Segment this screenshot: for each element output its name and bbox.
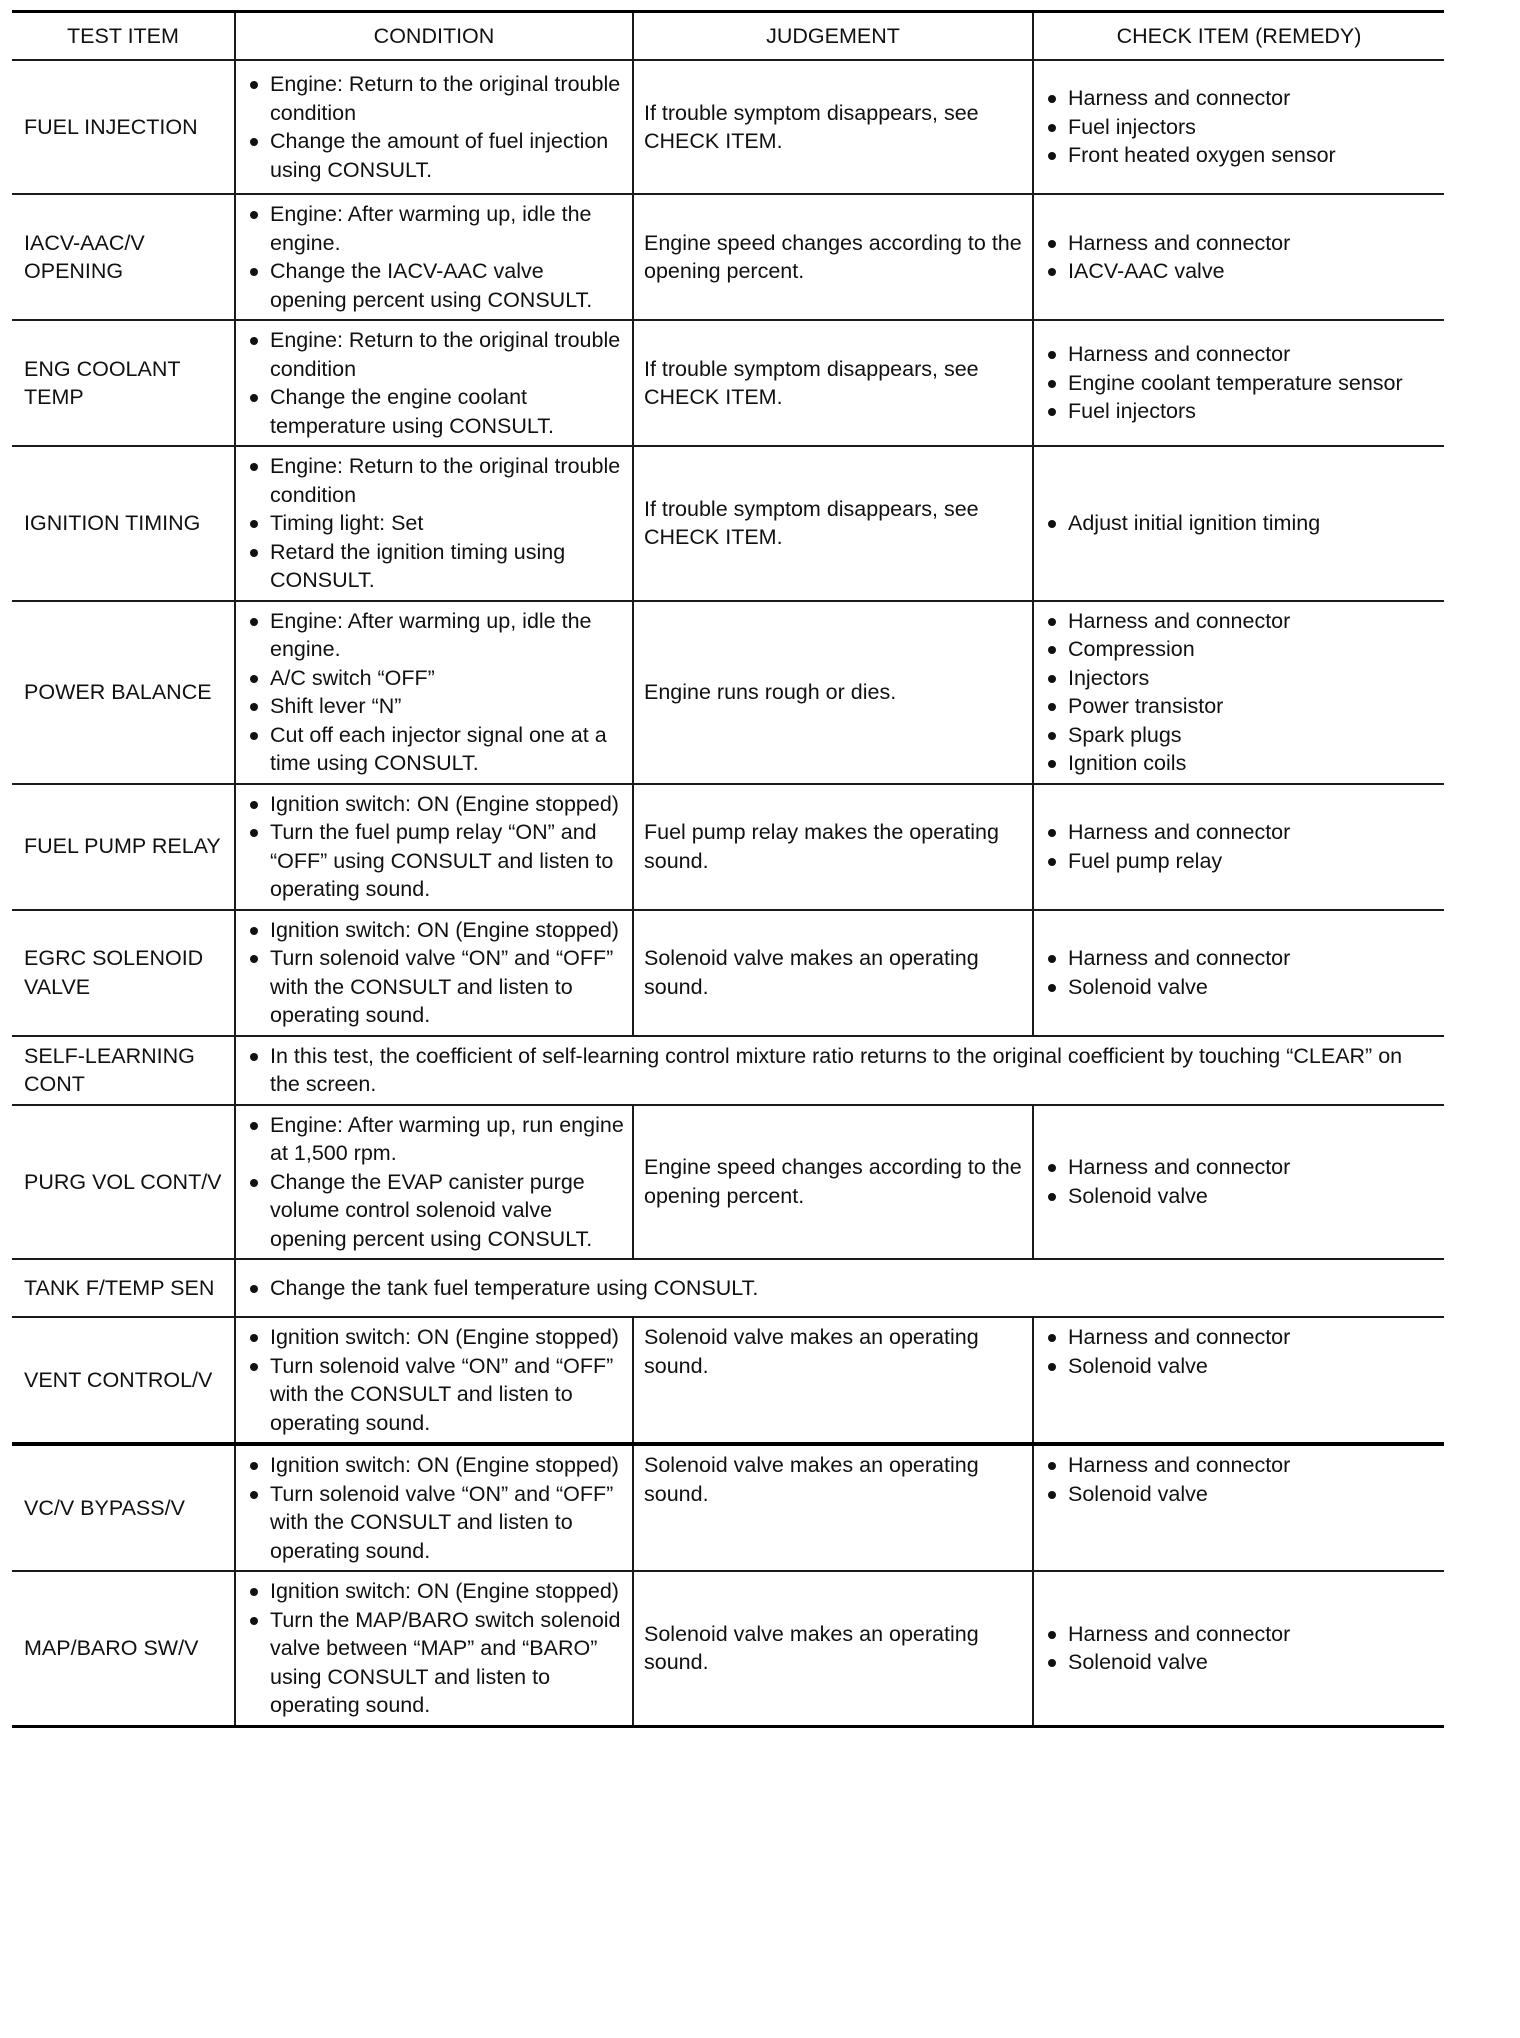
span-note-cell (235, 1036, 1444, 1105)
condition-cell (235, 1571, 633, 1726)
check-item-cell (1033, 446, 1444, 601)
header-check-item: CHECK ITEM (REMEDY) (1033, 12, 1444, 61)
condition-bullet: Engine: After warming up, idle the engine. (246, 607, 624, 664)
check-item-cell (1033, 1444, 1444, 1571)
test-item-cell: PURG VOL CONT/V (12, 1105, 235, 1260)
table-row (12, 60, 1444, 194)
check-item-bullet: Compression (1044, 635, 1436, 664)
span-note-text: Change the tank fuel temperature using CONSULT. (246, 1274, 1436, 1303)
check-item-cell (1033, 1571, 1444, 1726)
check-item-bullet: Front heated oxygen sensor (1044, 141, 1436, 170)
check-item-cell (1033, 784, 1444, 910)
table-row (12, 194, 1444, 320)
condition-bullet: Timing light: Set (246, 509, 624, 538)
judgement-cell: If trouble symptom disappears, see CHECK ITEM. (633, 446, 1033, 601)
condition-bullet: Ignition switch: ON (Engine stopped) (246, 1577, 624, 1606)
judgement-cell: If trouble symptom disappears, see CHECK ITEM. (633, 320, 1033, 446)
condition-bullet: Ignition switch: ON (Engine stopped) (246, 1451, 624, 1480)
check-item-bullet: Solenoid valve (1044, 1352, 1436, 1381)
judgement-cell: Solenoid valve makes an operating sound. (633, 1444, 1033, 1571)
condition-bullet: Engine: After warming up, run engine at 1,500 rpm. (246, 1111, 624, 1168)
condition-cell (235, 320, 633, 446)
check-item-bullet: Engine coolant temperature sensor (1044, 369, 1436, 398)
judgement-cell: If trouble symptom disappears, see CHECK ITEM. (633, 60, 1033, 194)
judgement-cell: Engine speed changes according to the opening percent. (633, 1105, 1033, 1260)
check-item-bullet: Harness and connector (1044, 944, 1436, 973)
test-item-cell: EGRC SOLENOID VALVE (12, 910, 235, 1036)
table-row (12, 1444, 1444, 1571)
judgement-cell: Engine runs rough or dies. (633, 601, 1033, 784)
check-item-bullet: Fuel injectors (1044, 397, 1436, 426)
condition-bullet: Engine: Return to the original trouble condition (246, 452, 624, 509)
judgement-cell: Solenoid valve makes an operating sound. (633, 910, 1033, 1036)
check-item-bullet: Solenoid valve (1044, 1480, 1436, 1509)
check-item-cell (1033, 320, 1444, 446)
check-item-cell (1033, 194, 1444, 320)
table-header-row (12, 12, 1444, 61)
check-item-bullet: Solenoid valve (1044, 1648, 1436, 1677)
table-row (12, 784, 1444, 910)
condition-cell (235, 601, 633, 784)
condition-cell (235, 194, 633, 320)
check-item-cell (1033, 60, 1444, 194)
test-item-cell: MAP/BARO SW/V (12, 1571, 235, 1726)
check-item-bullet: Fuel injectors (1044, 113, 1436, 142)
judgement-cell: Engine speed changes according to the opening percent. (633, 194, 1033, 320)
check-item-bullet: Harness and connector (1044, 1153, 1436, 1182)
condition-cell (235, 446, 633, 601)
check-item-bullet: Harness and connector (1044, 1451, 1436, 1480)
check-item-bullet: Ignition coils (1044, 749, 1436, 778)
condition-cell (235, 1317, 633, 1444)
span-note-cell (235, 1259, 1444, 1317)
condition-bullet: Shift lever “N” (246, 692, 624, 721)
check-item-cell (1033, 1317, 1444, 1444)
condition-bullet: Turn solenoid valve “ON” and “OFF” with the CONSULT and listen to operating sound. (246, 944, 624, 1030)
condition-bullet: Turn solenoid valve “ON” and “OFF” with the CONSULT and listen to operating sound. (246, 1480, 624, 1566)
test-item-cell: IGNITION TIMING (12, 446, 235, 601)
check-item-bullet: Adjust initial ignition timing (1044, 509, 1436, 538)
check-item-bullet: Spark plugs (1044, 721, 1436, 750)
table-row (12, 1317, 1444, 1444)
condition-bullet: Turn the fuel pump relay “ON” and “OFF” using CONSULT and listen to operating sound. (246, 818, 624, 904)
check-item-bullet: IACV-AAC valve (1044, 257, 1436, 286)
check-item-bullet: Harness and connector (1044, 340, 1436, 369)
condition-bullet: Engine: After warming up, idle the engine. (246, 200, 624, 257)
table-row (12, 1036, 1444, 1105)
test-item-cell: FUEL PUMP RELAY (12, 784, 235, 910)
test-item-cell: IACV-AAC/V OPENING (12, 194, 235, 320)
condition-bullet: Engine: Return to the original trouble condition (246, 326, 624, 383)
test-item-cell: ENG COOLANT TEMP (12, 320, 235, 446)
condition-cell (235, 784, 633, 910)
judgement-cell: Solenoid valve makes an operating sound. (633, 1571, 1033, 1726)
span-note-text: In this test, the coefficient of self-learning control mixture ratio returns to the original coefficient by touching “CLEAR” on the screen. (246, 1042, 1436, 1099)
check-item-bullet: Harness and connector (1044, 84, 1436, 113)
table-row (12, 446, 1444, 601)
judgement-cell: Solenoid valve makes an operating sound. (633, 1317, 1033, 1444)
check-item-bullet: Harness and connector (1044, 1620, 1436, 1649)
check-item-bullet: Solenoid valve (1044, 1182, 1436, 1211)
table-row (12, 910, 1444, 1036)
header-condition: CONDITION (235, 12, 633, 61)
test-item-cell: SELF-LEARNING CONT (12, 1036, 235, 1105)
condition-cell (235, 60, 633, 194)
test-item-cell: VENT CONTROL/V (12, 1317, 235, 1444)
table-body (12, 60, 1444, 1726)
check-item-bullet: Injectors (1044, 664, 1436, 693)
test-item-cell: POWER BALANCE (12, 601, 235, 784)
condition-bullet: Change the EVAP canister purge volume control solenoid valve opening percent using CONSULT. (246, 1168, 624, 1254)
condition-cell (235, 910, 633, 1036)
test-item-cell: FUEL INJECTION (12, 60, 235, 194)
condition-bullet: Engine: Return to the original trouble condition (246, 70, 624, 127)
check-item-cell (1033, 1105, 1444, 1260)
condition-cell (235, 1444, 633, 1571)
check-item-bullet: Power transistor (1044, 692, 1436, 721)
check-item-bullet: Fuel pump relay (1044, 847, 1436, 876)
condition-bullet: Change the amount of fuel injection using CONSULT. (246, 127, 624, 184)
judgement-cell: Fuel pump relay makes the operating sound. (633, 784, 1033, 910)
condition-cell (235, 1105, 633, 1260)
check-item-bullet: Harness and connector (1044, 818, 1436, 847)
table-row (12, 601, 1444, 784)
condition-bullet: Change the engine coolant temperature using CONSULT. (246, 383, 624, 440)
header-test-item: TEST ITEM (12, 12, 235, 61)
table-row (12, 1571, 1444, 1726)
check-item-cell (1033, 601, 1444, 784)
active-test-table (12, 10, 1444, 1728)
table-row (12, 1105, 1444, 1260)
condition-bullet: Ignition switch: ON (Engine stopped) (246, 916, 624, 945)
check-item-cell (1033, 910, 1444, 1036)
table-row (12, 320, 1444, 446)
condition-bullet: A/C switch “OFF” (246, 664, 624, 693)
condition-bullet: Turn the MAP/BARO switch solenoid valve between “MAP” and “BARO” using CONSULT and listen to operating sound. (246, 1606, 624, 1720)
condition-bullet: Retard the ignition timing using CONSULT. (246, 538, 624, 595)
check-item-bullet: Harness and connector (1044, 607, 1436, 636)
test-item-cell: VC/V BYPASS/V (12, 1444, 235, 1571)
condition-bullet: Turn solenoid valve “ON” and “OFF” with the CONSULT and listen to operating sound. (246, 1352, 624, 1438)
condition-bullet: Change the IACV-AAC valve opening percent using CONSULT. (246, 257, 624, 314)
check-item-bullet: Solenoid valve (1044, 973, 1436, 1002)
check-item-bullet: Harness and connector (1044, 229, 1436, 258)
condition-bullet: Cut off each injector signal one at a time using CONSULT. (246, 721, 624, 778)
diagnostic-test-table-page (12, 10, 1444, 1728)
header-judgement: JUDGEMENT (633, 12, 1033, 61)
table-row (12, 1259, 1444, 1317)
condition-bullet: Ignition switch: ON (Engine stopped) (246, 1323, 624, 1352)
condition-bullet: Ignition switch: ON (Engine stopped) (246, 790, 624, 819)
test-item-cell: TANK F/TEMP SEN (12, 1259, 235, 1317)
check-item-bullet: Harness and connector (1044, 1323, 1436, 1352)
